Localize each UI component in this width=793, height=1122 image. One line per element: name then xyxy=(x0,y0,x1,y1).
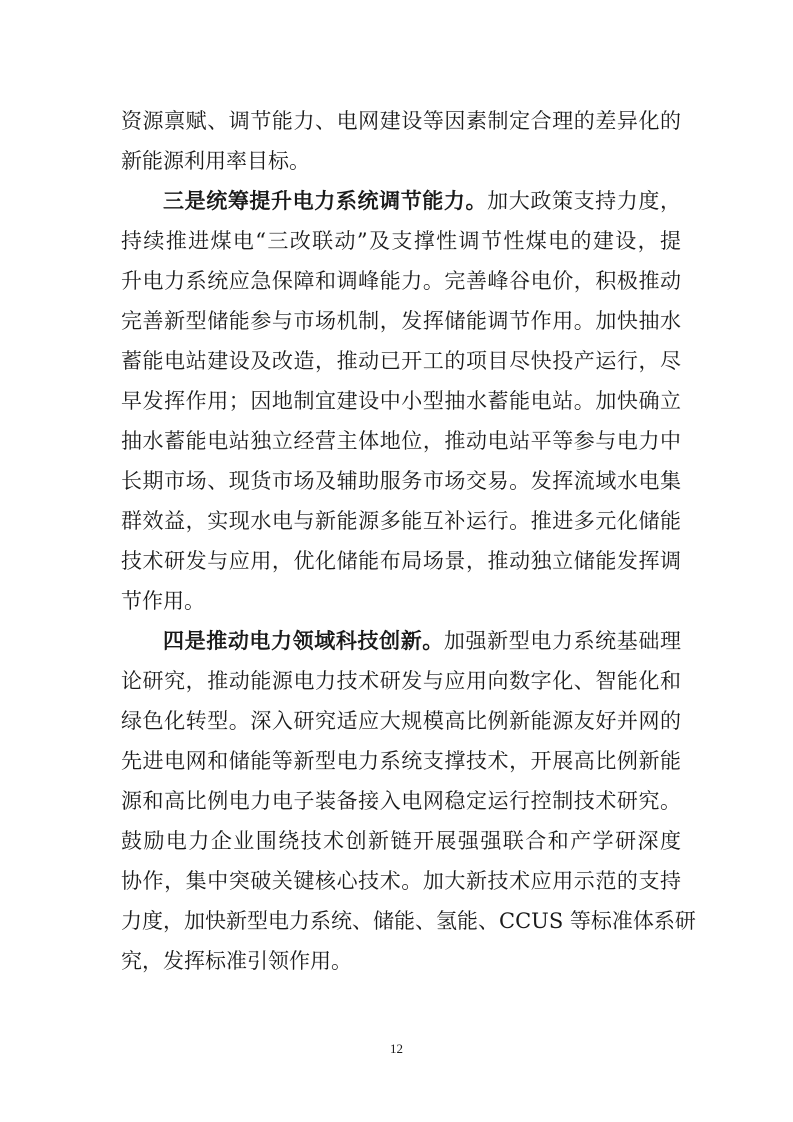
paragraph-2-line-6: 早发挥作用；因地制宜建设中小型抽水蓄能电站。加快确立 xyxy=(121,389,681,413)
page-number: 12 xyxy=(390,1041,403,1056)
paragraph-3-line-5: 源和高比例电力电子装备接入电网稳定运行控制技术研究。 xyxy=(121,789,681,813)
paragraph-2-line-8: 长期市场、现货市场及辅助服务市场交易。发挥流域水电集 xyxy=(121,469,681,493)
paragraph-3-line-9: 究，发挥标准引领作用。 xyxy=(121,949,352,973)
paragraph-2-line-3: 升电力系统应急保障和调峰能力。完善峰谷电价，积极推动 xyxy=(121,269,681,293)
paragraph-2-line-4: 完善新型储能参与市场机制，发挥储能调节作用。加快抽水 xyxy=(121,309,681,333)
paragraph-2-line-1 xyxy=(163,181,681,221)
paragraph-3-line-2: 论研究，推动能源电力技术研发与应用向数字化、智能化和 xyxy=(121,669,681,693)
paragraph-2-line-2: 持续推进煤电“三改联动”及支撑性调节性煤电的建设，提 xyxy=(121,229,681,253)
paragraph-2-line-11: 节作用。 xyxy=(121,589,205,613)
paragraph-3-line-7: 协作，集中突破关键核心技术。加大新技术应用示范的支持 xyxy=(121,869,681,893)
paragraph-2-line-9: 群效益，实现水电与新能源多能互补运行。推进多元化储能 xyxy=(121,509,681,533)
paragraph-2-line-5: 蓄能电站建设及改造，推动已开工的项目尽快投产运行，尽 xyxy=(121,349,681,373)
paragraph-2-line-10: 技术研发与应用，优化储能布局场景，推动独立储能发挥调 xyxy=(121,549,681,573)
paragraph-3-line-1-text: 加强新型电力系统基础理 xyxy=(443,629,682,653)
paragraph-2-line-7: 抽水蓄能电站独立经营主体地位，推动电站平等参与电力中 xyxy=(121,429,681,453)
paragraph-3-line-8: 力度，加快新型电力系统、储能、氢能、CCUS 等标准体系研 xyxy=(121,909,696,933)
paragraph-3-line-4: 先进电网和储能等新型电力系统支撑技术，开展高比例新能 xyxy=(121,749,681,773)
paragraph-3-heading: 四是推动电力领域科技创新。 xyxy=(163,629,444,653)
paragraph-3-line-1 xyxy=(163,621,681,661)
paragraph-3-line-3: 绿色化转型。深入研究适应大规模高比例新能源友好并网的 xyxy=(121,709,681,733)
paragraph-3-line-6: 鼓励电力企业围绕技术创新链开展强强联合和产学研深度 xyxy=(121,829,681,853)
paragraph-2-line-1-text: 加大政策支持力度， xyxy=(487,189,682,213)
paragraph-1-line-1: 资源禀赋、调节能力、电网建设等因素制定合理的差异化的 xyxy=(121,109,681,133)
paragraph-1-line-2: 新能源利用率目标。 xyxy=(121,149,310,173)
paragraph-2-heading: 三是统筹提升电力系统调节能力。 xyxy=(163,189,488,213)
